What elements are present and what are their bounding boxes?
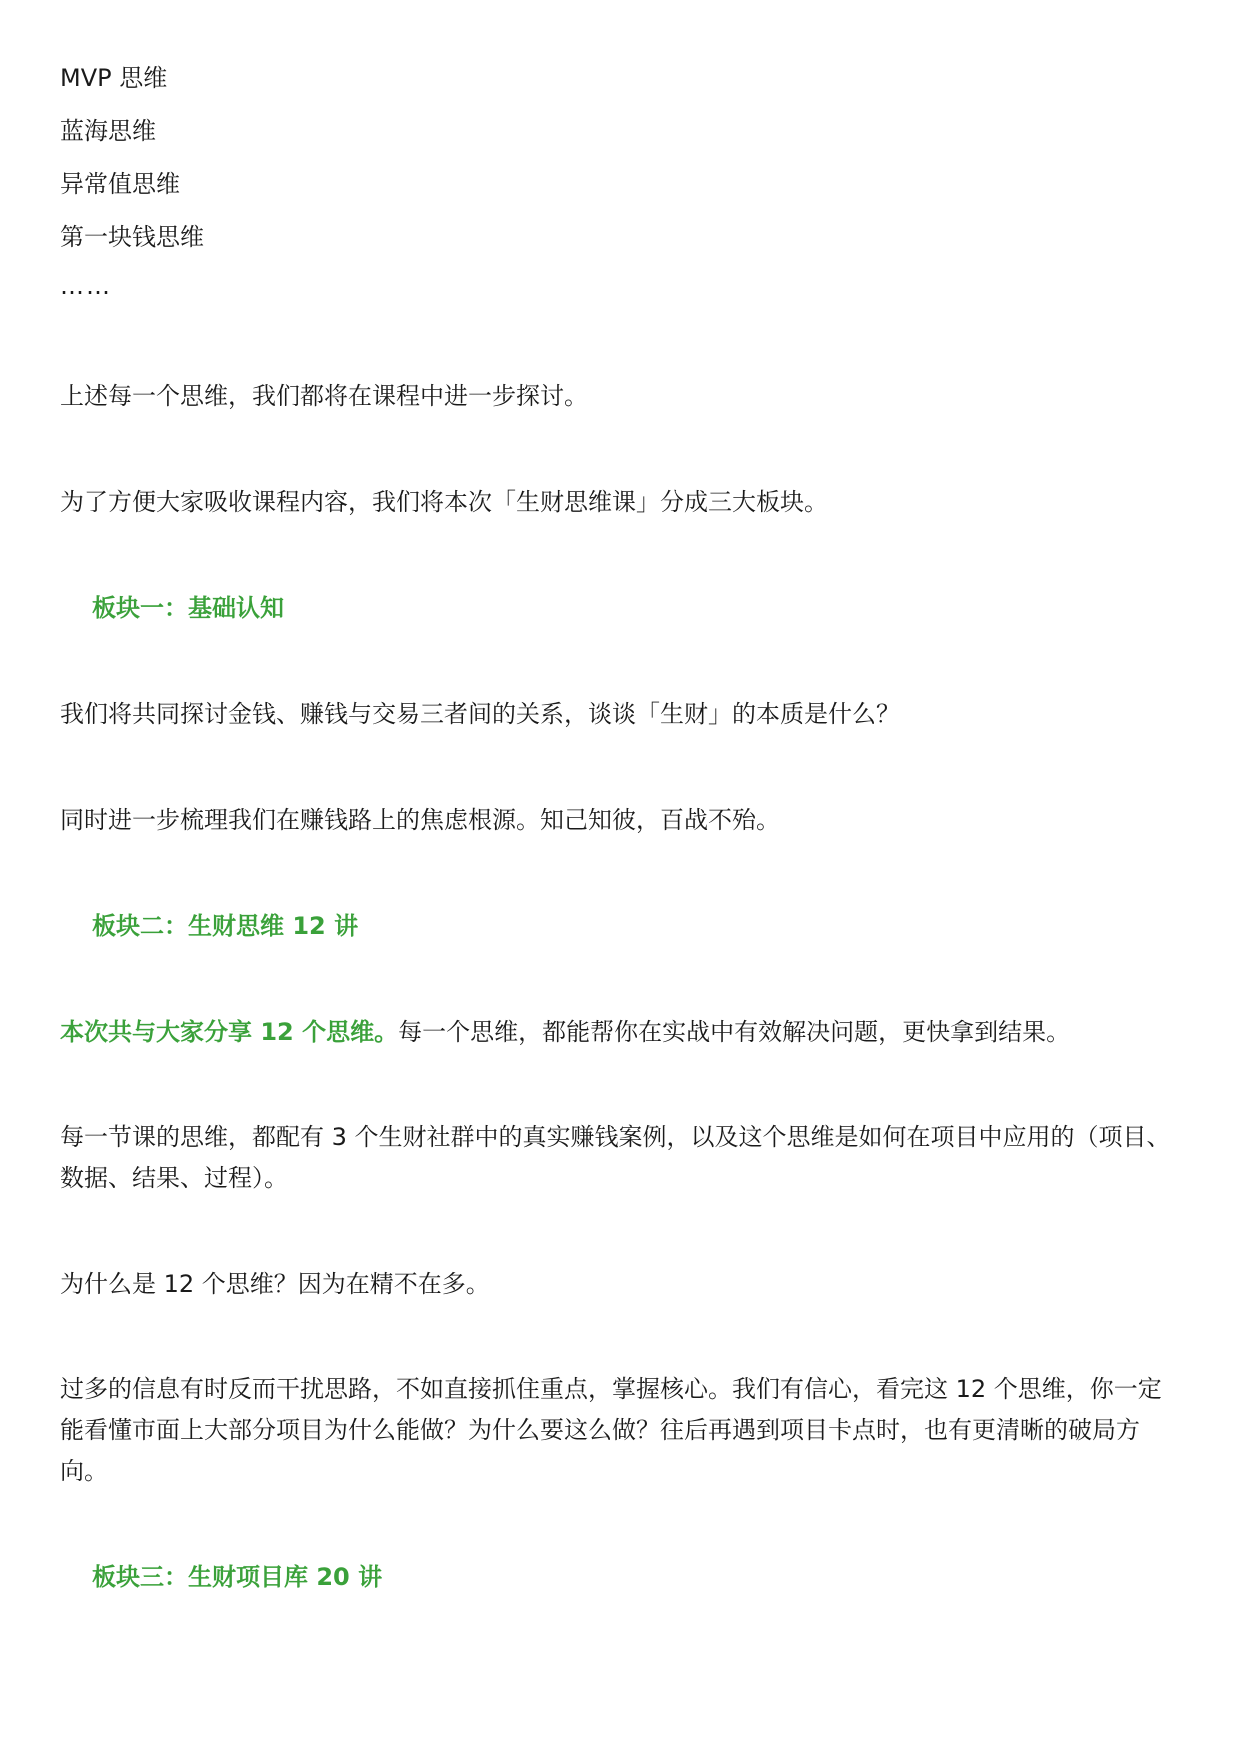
list-item-mvp: MVP 思维 [60,64,168,92]
paragraph-why-twelve: 为什么是 12 个思维？因为在精不在多。 [60,1270,490,1298]
paragraph-cases: 每一节课的思维，都配有 3 个生财社群中的真实赚钱案例，以及这个思维是如何在项目中应用的（项目、数据、结果、过程）。 [60,1123,1171,1192]
list-item-blue-ocean: 蓝海思维 [60,117,156,145]
list-item-outlier: 异常值思维 [60,170,180,198]
highlight-text: 本次共与大家分享 12 个思维。 [60,1018,399,1046]
paragraph-explore: 上述每一个思维，我们都将在课程中进一步探讨。 [60,382,588,410]
paragraph-confidence: 过多的信息有时反而干扰思路，不如直接抓住重点，掌握核心。我们有信心，看完这 12 个思维，你一定能看懂市面上大部分项目为什么能做？为什么要这么做？往后再遇到项目卡点时，也有更清晰的破局方向。 [60,1375,1162,1485]
list-ellipsis: …… [60,272,112,300]
paragraph-twelve-thinking [60,1012,1070,1052]
list-item-first-dollar: 第一块钱思维 [60,223,204,251]
paragraph-rest-text: 每一个思维，都能帮你在实战中有效解决问题，更快拿到结果。 [398,1018,1071,1046]
paragraph-three-sections: 为了方便大家吸收课程内容，我们将本次「生财思维课」分成三大板块。 [60,488,828,516]
section-heading-1: 板块一：基础认知 [92,594,284,622]
paragraph-money-relation: 我们将共同探讨金钱、赚钱与交易三者间的关系，谈谈「生财」的本质是什么？ [60,700,900,728]
paragraph-anxiety: 同时进一步梳理我们在赚钱路上的焦虑根源。知己知彼，百战不殆。 [60,806,780,834]
section-heading-3: 板块三：生财项目库 20 讲 [92,1563,383,1591]
section-heading-2: 板块二：生财思维 12 讲 [92,912,359,940]
